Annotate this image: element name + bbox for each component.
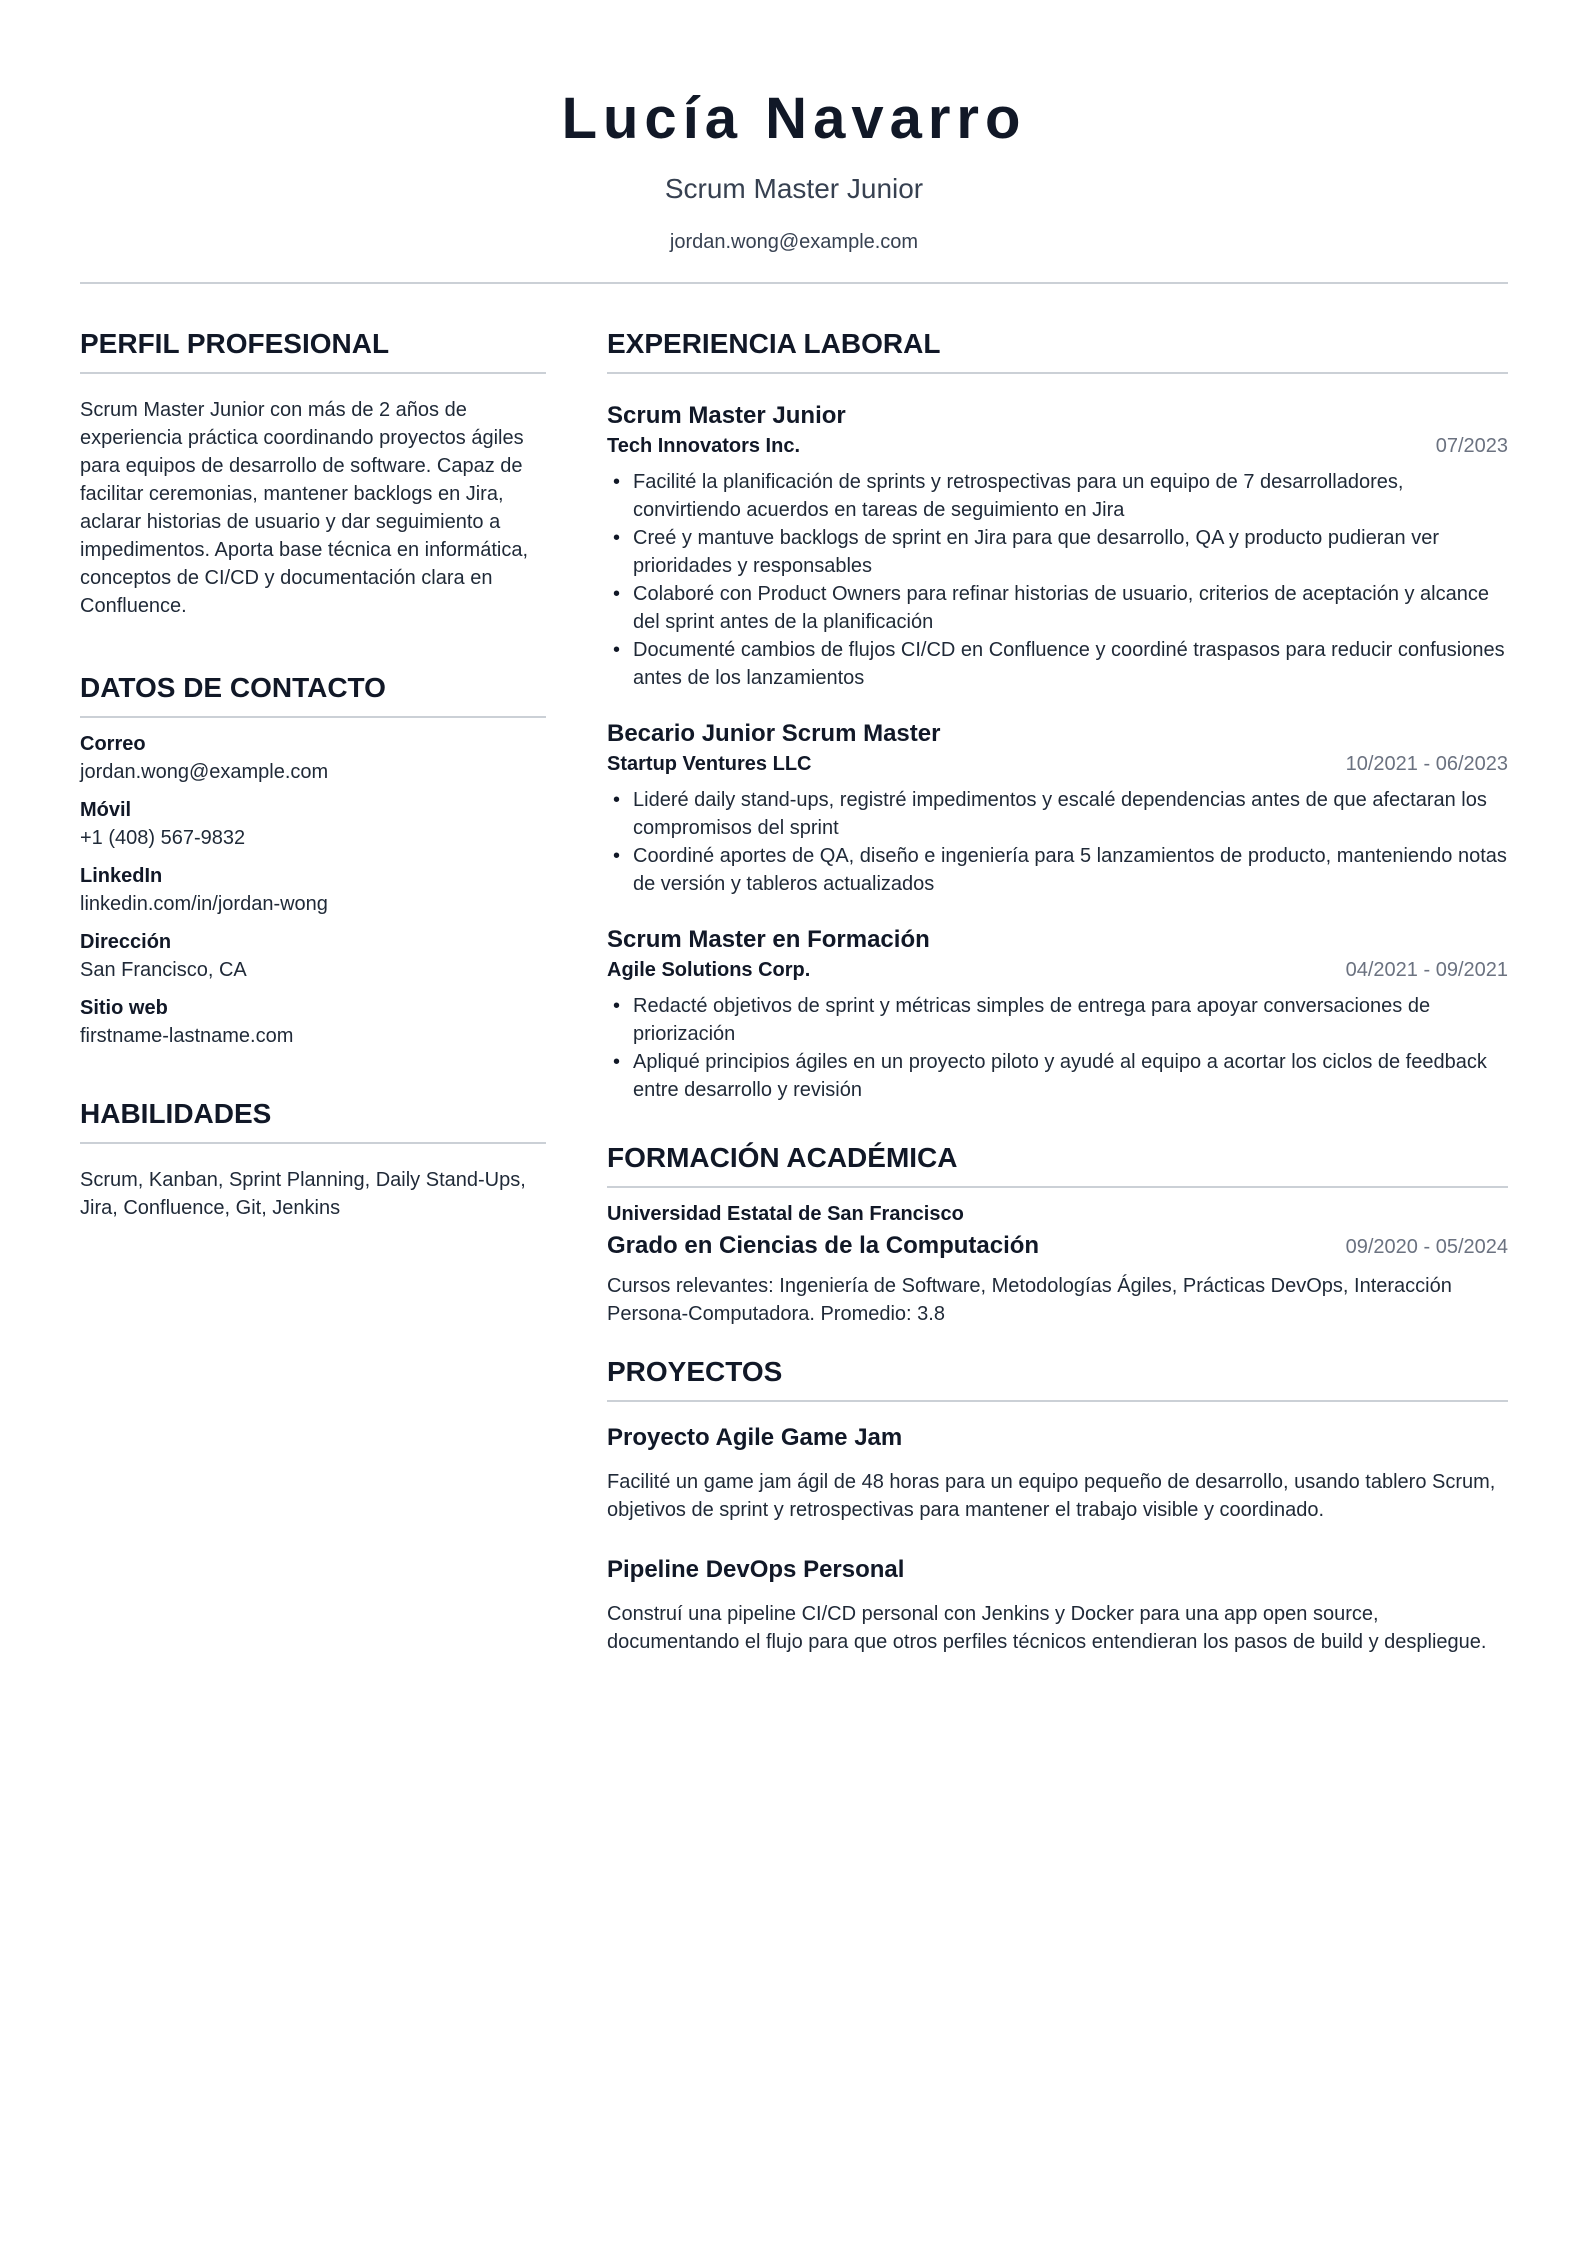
contact-value: jordan.wong@example.com bbox=[80, 761, 329, 783]
job-title: Becario Junior Scrum Master bbox=[607, 720, 941, 747]
contact-section bbox=[80, 670, 546, 1050]
job-bullets bbox=[607, 786, 1508, 898]
candidate-title: Scrum Master Junior bbox=[664, 173, 924, 204]
header-divider bbox=[80, 282, 1508, 284]
contact-value: firstname-lastname.com bbox=[80, 1025, 294, 1047]
contact-label: LinkedIn bbox=[80, 865, 163, 887]
contact-label: Correo bbox=[80, 733, 146, 755]
project-title: Proyecto Agile Game Jam bbox=[607, 1424, 903, 1451]
resume-header bbox=[80, 82, 1508, 256]
contact-item-website bbox=[80, 994, 546, 1050]
job-dates: 10/2021 - 06/2023 bbox=[1345, 753, 1508, 775]
contact-item-email bbox=[80, 730, 546, 786]
job-bullet: • Apliqué principios ágiles en un proyecto piloto y ayudé al equipo a acortar los ciclos de feedback entre desarrollo y revisión bbox=[607, 1048, 1508, 1104]
job-bullet: • Facilité la planificación de sprints y retrospectivas para un equipo de 7 desarrolladores, convirtiendo acuerdos en tareas de seguimiento en Jira bbox=[607, 468, 1508, 524]
job-company: Startup Ventures LLC bbox=[607, 753, 812, 775]
contact-list bbox=[80, 730, 546, 1050]
skills-section bbox=[80, 1096, 546, 1222]
job-meta bbox=[607, 432, 1508, 460]
header-email: jordan.wong@example.com bbox=[669, 231, 919, 253]
contact-heading: DATOS DE CONTACTO bbox=[80, 670, 546, 718]
project-entry bbox=[607, 1422, 1508, 1524]
job-meta bbox=[607, 956, 1508, 984]
project-description: Facilité un game jam ágil de 48 horas para un equipo pequeño de desarrollo, usando tablero Scrum, objetivos de sprint y retrospectivas para mantener el trabajo visible y coordinado. bbox=[607, 1471, 1496, 1521]
contact-value: San Francisco, CA bbox=[80, 959, 247, 981]
project-title: Pipeline DevOps Personal bbox=[607, 1556, 905, 1583]
job-bullet: • Coordiné aportes de QA, diseño e ingeniería para 5 lanzamientos de producto, manteniendo notas de versión y tableros actualizados bbox=[607, 842, 1508, 898]
job-dates: 04/2021 - 09/2021 bbox=[1345, 959, 1508, 981]
job-company: Agile Solutions Corp. bbox=[607, 959, 811, 981]
skills-heading: HABILIDADES bbox=[80, 1096, 546, 1144]
experience-section bbox=[607, 326, 1508, 1104]
resume-page bbox=[80, 0, 1508, 2246]
job-title: Scrum Master Junior bbox=[607, 402, 846, 429]
education-degree: Grado en Ciencias de la Computación bbox=[607, 1232, 1040, 1259]
job-entry bbox=[607, 400, 1508, 692]
education-section bbox=[607, 1140, 1508, 1328]
job-bullet: • Lideré daily stand-ups, registré impedimentos y escalé dependencias antes de que afectaran los compromisos del sprint bbox=[607, 786, 1508, 842]
skills-text: Scrum, Kanban, Sprint Planning, Daily Stand-Ups, Jira, Confluence, Git, Jenkins bbox=[80, 1169, 526, 1219]
job-bullet: • Documenté cambios de flujos CI/CD en Confluence y coordiné traspasos para reducir confusiones antes de los lanzamientos bbox=[607, 636, 1508, 692]
projects-section bbox=[607, 1354, 1508, 1656]
contact-label: Sitio web bbox=[80, 997, 168, 1019]
experience-heading: EXPERIENCIA LABORAL bbox=[607, 326, 1508, 374]
contact-label: Móvil bbox=[80, 799, 132, 821]
job-bullet: • Redacté objetivos de sprint y métricas simples de entrega para apoyar conversaciones de priorización bbox=[607, 992, 1508, 1048]
profile-heading: PERFIL PROFESIONAL bbox=[80, 326, 546, 374]
education-dates: 09/2020 - 05/2024 bbox=[1345, 1236, 1508, 1258]
job-bullets bbox=[607, 992, 1508, 1104]
job-meta bbox=[607, 750, 1508, 778]
education-meta bbox=[607, 1230, 1508, 1262]
job-bullet: • Creé y mantuve backlogs de sprint en Jira para que desarrollo, QA y producto pudieran ver prioridades y responsables bbox=[607, 524, 1508, 580]
profile-section bbox=[80, 326, 546, 620]
project-description: Construí una pipeline CI/CD personal con Jenkins y Docker para una app open source, documentando el flujo para que otros perfiles técnicos entendieran los pasos de build y despliegue. bbox=[607, 1603, 1487, 1653]
education-description: Cursos relevantes: Ingeniería de Software, Metodologías Ágiles, Prácticas DevOps, Interacción Persona-Computadora. Promedio: 3.8 bbox=[607, 1275, 1452, 1325]
education-heading: FORMACIÓN ACADÉMICA bbox=[607, 1140, 1508, 1188]
profile-text: Scrum Master Junior con más de 2 años de experiencia práctica coordinando proyectos ágiles para equipos de desarrollo de software. Capaz de facilitar ceremonias, mantener backlogs en Jira, aclarar historias de usuario y dar seguimiento a impedimentos. Aporta base técnica en informática, conceptos de CI/CD y documentación clara en Confluence. bbox=[80, 399, 529, 617]
job-dates: 07/2023 bbox=[1435, 435, 1508, 457]
job-entry bbox=[607, 924, 1508, 1104]
contact-value: +1 (408) 567-9832 bbox=[80, 827, 246, 849]
contact-item-address bbox=[80, 928, 546, 984]
contact-label: Dirección bbox=[80, 931, 172, 953]
left-column bbox=[80, 326, 546, 1222]
project-entry bbox=[607, 1554, 1508, 1656]
job-title: Scrum Master en Formación bbox=[607, 926, 930, 953]
contact-item-phone bbox=[80, 796, 546, 852]
job-bullets bbox=[607, 468, 1508, 692]
projects-heading: PROYECTOS bbox=[607, 1354, 1508, 1402]
right-column bbox=[607, 326, 1508, 1656]
job-entry bbox=[607, 718, 1508, 898]
job-company: Tech Innovators Inc. bbox=[607, 435, 800, 457]
candidate-name: Lucía Navarro bbox=[561, 86, 1027, 151]
education-school: Universidad Estatal de San Francisco bbox=[607, 1203, 964, 1225]
contact-value: linkedin.com/in/jordan-wong bbox=[80, 893, 328, 915]
contact-item-linkedin bbox=[80, 862, 546, 918]
job-bullet: • Colaboré con Product Owners para refinar historias de usuario, criterios de aceptación y alcance del sprint antes de la planificación bbox=[607, 580, 1508, 636]
